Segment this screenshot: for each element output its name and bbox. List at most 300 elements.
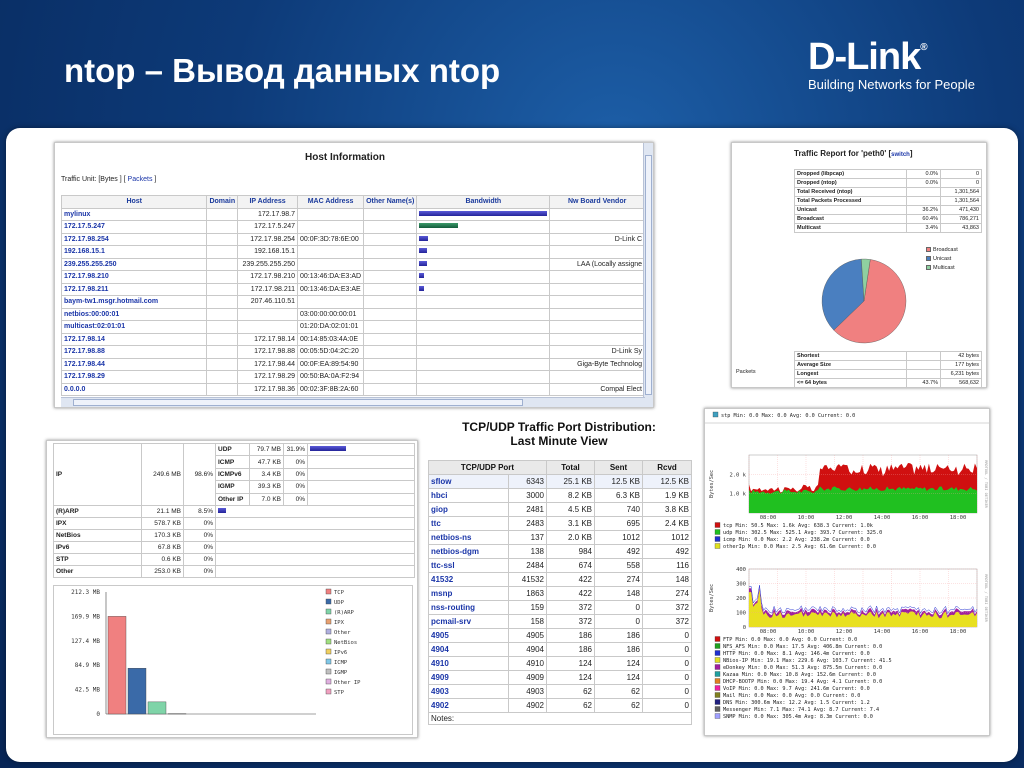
proto-bar xyxy=(218,508,226,513)
mac-cell xyxy=(298,221,364,234)
proto-value: 67.8 KB xyxy=(142,542,184,554)
table-row xyxy=(62,308,645,321)
other-name-cell xyxy=(364,308,417,321)
unit-bytes[interactable]: Bytes xyxy=(100,176,118,183)
legend-swatch xyxy=(326,589,331,594)
legend-label: ICMP xyxy=(334,660,348,666)
host-info-title: Host Information xyxy=(305,152,385,163)
proto-sub-value: 3.4 KB xyxy=(250,468,284,480)
y-tick-label: 0 xyxy=(96,711,100,718)
proto-bar-cell xyxy=(308,493,415,505)
notes-label: Notes: xyxy=(429,713,692,725)
stat-label: Longest xyxy=(795,370,907,379)
port-name-link[interactable]: 41532 xyxy=(429,573,509,587)
port-rcvd: 492 xyxy=(643,545,692,559)
port-sent: 0 xyxy=(595,615,643,629)
domain-cell xyxy=(207,208,238,221)
bandwidth-bar xyxy=(419,273,424,278)
stat-label: Multicast xyxy=(795,224,907,233)
table-row xyxy=(62,271,645,284)
proto-bar-cell xyxy=(308,456,415,468)
bandwidth-bar xyxy=(419,236,428,241)
mac-cell: 01:20:DA:02:01:01 xyxy=(298,321,364,334)
proto-label: IP xyxy=(54,444,142,506)
host-link[interactable]: 172.17.98.211 xyxy=(62,283,207,296)
port-number: 4909 xyxy=(509,671,547,685)
legend-label: Other IP xyxy=(334,680,361,686)
port-sent: 740 xyxy=(595,503,643,517)
table-row xyxy=(795,361,982,370)
host-link[interactable]: 172.17.98.210 xyxy=(62,271,207,284)
legend-swatch xyxy=(326,689,331,694)
port-name-link[interactable]: 4910 xyxy=(429,657,509,671)
x-tick-label: 16:00 xyxy=(911,515,929,521)
bandwidth-cell xyxy=(417,271,550,284)
port-number: 4905 xyxy=(509,629,547,643)
port-total: 8.2 KB xyxy=(547,489,595,503)
proto-sub-value: 79.7 MB xyxy=(250,444,284,456)
port-name-link[interactable]: netbios-dgm xyxy=(429,545,509,559)
x-tick-label: 12:00 xyxy=(835,629,853,635)
table-row xyxy=(429,601,692,615)
legend-item xyxy=(926,265,958,274)
y-tick-label: 2.0 k xyxy=(729,472,746,479)
traffic-pie-chart xyxy=(818,255,910,347)
table-row xyxy=(429,629,692,643)
y-tick-label: 169.9 MB xyxy=(71,613,100,621)
table-row xyxy=(54,506,415,518)
host-col-header[interactable]: Nw Board Vendor xyxy=(550,196,645,209)
domain-cell xyxy=(207,383,238,396)
horizontal-scrollbar[interactable] xyxy=(61,397,645,407)
port-name-link[interactable]: netbios-ns xyxy=(429,531,509,545)
port-rcvd: 0 xyxy=(643,671,692,685)
rrd-graphs xyxy=(705,409,990,736)
port-sent: 274 xyxy=(595,573,643,587)
port-number: 4903 xyxy=(509,685,547,699)
port-number: 2481 xyxy=(509,503,547,517)
domain-cell xyxy=(207,308,238,321)
vendor-cell xyxy=(550,296,645,309)
bandwidth-cell xyxy=(417,383,550,396)
proto-sub-label: ICMPv6 xyxy=(216,468,250,480)
table-row xyxy=(429,587,692,601)
host-col-header[interactable]: Domain xyxy=(207,196,238,209)
bandwidth-bar xyxy=(419,248,427,253)
port-number: 137 xyxy=(509,531,547,545)
protocol-bar-chart xyxy=(53,585,413,735)
table-row xyxy=(795,170,982,179)
other-name-cell xyxy=(364,246,417,259)
host-col-header[interactable]: MAC Address xyxy=(298,196,364,209)
rrd-legend-text: Messenger Min: 7.1 Max: 74.1 Avg: 8.7 Current: 7.4 xyxy=(723,707,880,713)
vendor-cell xyxy=(550,321,645,334)
port-number: 41532 xyxy=(509,573,547,587)
table-row xyxy=(62,258,645,271)
protocol-bar xyxy=(148,702,166,714)
bandwidth-cell xyxy=(417,208,550,221)
other-name-cell xyxy=(364,371,417,384)
bandwidth-cell xyxy=(417,333,550,346)
other-name-cell xyxy=(364,271,417,284)
logo-tagline: Building Networks for People xyxy=(808,77,975,92)
port-total: 62 xyxy=(547,699,595,713)
host-link[interactable]: netbios:00:00:01 xyxy=(62,308,207,321)
legend-swatch xyxy=(926,247,931,252)
port-col-header[interactable]: Total xyxy=(547,461,595,475)
table-row xyxy=(429,531,692,545)
rrdtool-credit: RRDTOOL / TOBI OETIKER xyxy=(984,460,988,508)
port-name-link[interactable]: hbci xyxy=(429,489,509,503)
stat-pct: 36.2% xyxy=(907,206,941,215)
proto-bar xyxy=(310,446,346,451)
table-row xyxy=(62,358,645,371)
stat-value: 43,863 xyxy=(941,224,982,233)
port-total: 25.1 KB xyxy=(547,475,595,489)
host-link[interactable]: 172.17.98.44 xyxy=(62,358,207,371)
traffic-report-title: Traffic Report for 'peth0' [switch] xyxy=(794,149,913,158)
bandwidth-cell xyxy=(417,358,550,371)
y-tick-label: 212.3 MB xyxy=(71,589,100,596)
host-col-header[interactable]: IP Address xyxy=(238,196,298,209)
legend-label: STP xyxy=(334,690,344,696)
proto-pct: 0% xyxy=(184,542,216,554)
table-row xyxy=(429,489,692,503)
ip-cell: 172.17.98.36 xyxy=(238,383,298,396)
proto-label: IPX xyxy=(54,518,142,530)
table-row xyxy=(62,371,645,384)
table-row xyxy=(429,699,692,713)
legend-item xyxy=(926,256,958,265)
stat-value: 6,231 bytes xyxy=(941,370,982,379)
port-name-link[interactable]: sflow xyxy=(429,475,509,489)
table-row xyxy=(429,573,692,587)
proto-sub-pct: 0% xyxy=(284,456,308,468)
port-total: 2.0 KB xyxy=(547,531,595,545)
bandwidth-cell xyxy=(417,221,550,234)
stat-pct: 0.0% xyxy=(907,170,941,179)
bandwidth-cell xyxy=(417,346,550,359)
table-row xyxy=(429,671,692,685)
port-number: 3000 xyxy=(509,489,547,503)
table-row xyxy=(62,383,645,396)
mac-cell xyxy=(298,258,364,271)
port-name-link[interactable]: pcmail-srv xyxy=(429,615,509,629)
vendor-cell xyxy=(550,246,645,259)
bandwidth-cell xyxy=(417,258,550,271)
unit-packets-link[interactable]: Packets xyxy=(127,176,153,183)
logo-text: D-Link xyxy=(808,36,921,78)
domain-cell xyxy=(207,333,238,346)
proto-value: 253.0 KB xyxy=(142,566,184,578)
host-link[interactable]: 192.168.15.1 xyxy=(62,246,207,259)
y-tick-label: 100 xyxy=(736,610,746,617)
legend-swatch xyxy=(926,265,931,270)
bandwidth-bar xyxy=(419,286,424,291)
port-name-link[interactable]: ttc xyxy=(429,517,509,531)
port-total: 62 xyxy=(547,685,595,699)
rrd-legend-text: HTTP Min: 0.0 Max: 8.1 Avg: 146.4m Current: 0.0 xyxy=(723,651,870,657)
port-sent: 1012 xyxy=(595,531,643,545)
proto-sub-pct: 0% xyxy=(284,468,308,480)
mac-cell xyxy=(298,296,364,309)
table-row xyxy=(795,215,982,224)
vertical-scrollbar[interactable] xyxy=(643,143,653,408)
port-name-link[interactable]: 4903 xyxy=(429,685,509,699)
stat-value: 0 xyxy=(941,179,982,188)
ip-cell: 172.17.98.210 xyxy=(238,271,298,284)
port-total: 372 xyxy=(547,601,595,615)
host-col-header[interactable]: Host xyxy=(62,196,207,209)
ip-cell: 239.255.255.250 xyxy=(238,258,298,271)
port-name-link[interactable]: 4902 xyxy=(429,699,509,713)
proto-bar-cell xyxy=(216,530,415,542)
domain-cell xyxy=(207,271,238,284)
port-name-link[interactable]: 4905 xyxy=(429,629,509,643)
table-row xyxy=(429,503,692,517)
other-name-cell xyxy=(364,383,417,396)
host-link[interactable]: 239.255.255.250 xyxy=(62,258,207,271)
port-rcvd: 148 xyxy=(643,573,692,587)
port-rcvd: 12.5 KB xyxy=(643,475,692,489)
host-link[interactable]: multicast:02:01:01 xyxy=(62,321,207,334)
proto-label: (R)ARP xyxy=(54,506,142,518)
mac-cell: 00:13:46:DA:E3:AD xyxy=(298,271,364,284)
port-sent: 6.3 KB xyxy=(595,489,643,503)
host-link[interactable]: 172.17.5.247 xyxy=(62,221,207,234)
host-link[interactable]: 172.17.98.14 xyxy=(62,333,207,346)
legend-swatch xyxy=(326,639,331,644)
host-link[interactable]: 172.17.98.29 xyxy=(62,371,207,384)
table-row xyxy=(62,296,645,309)
other-name-cell xyxy=(364,333,417,346)
ip-cell: 172.17.98.7 xyxy=(238,208,298,221)
port-name-link[interactable]: msnp xyxy=(429,587,509,601)
bandwidth-cell xyxy=(417,246,550,259)
host-information-panel xyxy=(54,142,654,408)
ip-cell: 172.17.98.14 xyxy=(238,333,298,346)
table-row xyxy=(54,444,415,456)
x-tick-label: 12:00 xyxy=(835,515,853,521)
table-row xyxy=(429,517,692,531)
table-row xyxy=(54,530,415,542)
protocol-table xyxy=(53,443,415,578)
port-total: 186 xyxy=(547,629,595,643)
vendor-cell: Compal Elect xyxy=(550,383,645,396)
rrd-legend-text: SNMP Min: 0.0 Max: 305.4m Avg: 8.3m Current: 0.0 xyxy=(723,714,873,720)
switch-link[interactable]: switch xyxy=(891,152,910,158)
table-row xyxy=(795,197,982,206)
table-row xyxy=(54,518,415,530)
table-row xyxy=(62,321,645,334)
rrd-legend-text: icmp Min: 0.0 Max: 2.2 Avg: 238.2m Current: 0.0 xyxy=(723,537,870,543)
port-total: 3.1 KB xyxy=(547,517,595,531)
proto-bar-cell xyxy=(308,444,415,456)
table-row xyxy=(429,643,692,657)
traffic-unit-selector: Traffic Unit: [Bytes ] [ Packets ] xyxy=(61,176,157,183)
stat-value: 42 bytes xyxy=(941,352,982,361)
stat-pct xyxy=(907,352,941,361)
port-total: 186 xyxy=(547,643,595,657)
table-row xyxy=(429,615,692,629)
host-table xyxy=(61,195,645,396)
domain-cell xyxy=(207,358,238,371)
domain-cell xyxy=(207,296,238,309)
rrd-graphs-panel xyxy=(704,408,990,736)
rrdtool-credit: RRDTOOL / TOBI OETIKER xyxy=(984,574,988,622)
rrd-legend-text: tcp Min: 50.5 Max: 1.6k Avg: 638.3 Current: 1.0k xyxy=(723,523,873,529)
x-tick-label: 10:00 xyxy=(797,629,815,635)
stat-pct xyxy=(907,197,941,206)
x-tick-label: 16:00 xyxy=(911,629,929,635)
ip-cell xyxy=(238,321,298,334)
port-total: 372 xyxy=(547,615,595,629)
bandwidth-cell xyxy=(417,321,550,334)
table-row xyxy=(429,559,692,573)
other-name-cell xyxy=(364,321,417,334)
host-col-header[interactable]: Bandwidth xyxy=(417,196,550,209)
proto-pct: 8.5% xyxy=(184,506,216,518)
port-rcvd: 372 xyxy=(643,615,692,629)
table-row xyxy=(795,224,982,233)
proto-bar-cell xyxy=(216,506,415,518)
host-link[interactable]: 172.17.98.88 xyxy=(62,346,207,359)
port-table xyxy=(428,460,692,725)
domain-cell xyxy=(207,233,238,246)
mac-cell: 00:02:3F:8B:2A:60 xyxy=(298,383,364,396)
x-tick-label: 10:00 xyxy=(797,515,815,521)
port-total: 124 xyxy=(547,657,595,671)
vendor-cell xyxy=(550,308,645,321)
stat-label: <= 64 bytes xyxy=(795,379,907,388)
ip-cell: 172.17.98.254 xyxy=(238,233,298,246)
stat-value: 568,632 xyxy=(941,379,982,388)
y-tick-label: 42.5 MB xyxy=(74,686,100,694)
table-row xyxy=(62,233,645,246)
vendor-cell: D-Link Sy xyxy=(550,346,645,359)
legend-swatch xyxy=(715,672,720,677)
ip-cell: 172.17.98.211 xyxy=(238,283,298,296)
domain-cell xyxy=(207,283,238,296)
port-col-header[interactable]: Sent xyxy=(595,461,643,475)
y-tick-label: 400 xyxy=(736,567,746,573)
host-link[interactable]: 172.17.98.254 xyxy=(62,233,207,246)
mac-cell: 00:13:46:DA:E3:AE xyxy=(298,283,364,296)
table-row xyxy=(795,379,982,388)
port-sent: 62 xyxy=(595,685,643,699)
legend-label: (R)ARP xyxy=(334,610,354,616)
legend-swatch xyxy=(715,523,720,528)
port-number: 2483 xyxy=(509,517,547,531)
proto-sub-label: UDP xyxy=(216,444,250,456)
protocol-bar xyxy=(108,616,126,714)
host-col-header[interactable]: Other Name(s) xyxy=(364,196,417,209)
y-tick-label: 200 xyxy=(736,596,746,602)
port-rcvd: 0 xyxy=(643,699,692,713)
bandwidth-cell xyxy=(417,233,550,246)
proto-pct: 0% xyxy=(184,530,216,542)
table-row xyxy=(62,333,645,346)
pie-legend xyxy=(926,247,958,274)
x-tick-label: 08:00 xyxy=(759,515,777,521)
proto-sub-label: Other IP xyxy=(216,493,250,505)
port-name-link[interactable]: ttc-ssl xyxy=(429,559,509,573)
port-rcvd: 1.9 KB xyxy=(643,489,692,503)
legend-swatch xyxy=(715,686,720,691)
proto-bar-cell xyxy=(216,518,415,530)
rrd-legend-text: udp Min: 302.5 Max: 525.1 Avg: 393.7 Current: 325.0 xyxy=(723,530,883,536)
stat-pct: 0.0% xyxy=(907,179,941,188)
proto-pct: 0% xyxy=(184,518,216,530)
legend-swatch xyxy=(326,609,331,614)
legend-swatch xyxy=(715,707,720,712)
other-name-cell xyxy=(364,208,417,221)
port-number: 159 xyxy=(509,601,547,615)
mac-cell: 00:0F:3D:78:6E:00 xyxy=(298,233,364,246)
vendor-cell xyxy=(550,371,645,384)
port-col-header[interactable]: TCP/UDP Port xyxy=(429,461,547,475)
bandwidth-cell xyxy=(417,371,550,384)
legend-swatch xyxy=(715,637,720,642)
port-total: 674 xyxy=(547,559,595,573)
stat-label: Total Received (ntop) xyxy=(795,188,907,197)
stat-label: Average Size xyxy=(795,361,907,370)
port-sent: 186 xyxy=(595,643,643,657)
port-col-header[interactable]: Rcvd xyxy=(643,461,692,475)
legend-swatch xyxy=(326,679,331,684)
table-row xyxy=(429,545,692,559)
port-sent: 558 xyxy=(595,559,643,573)
proto-value: 249.6 MB xyxy=(142,444,184,506)
port-sent: 695 xyxy=(595,517,643,531)
port-rcvd: 1012 xyxy=(643,531,692,545)
rrd-legend-text: NBios-IP Min: 19.1 Max: 229.6 Avg: 103.7 Current: 41.5 xyxy=(723,658,892,664)
domain-cell xyxy=(207,321,238,334)
x-tick-label: 18:00 xyxy=(949,629,967,635)
stat-value: 177 bytes xyxy=(941,361,982,370)
other-name-cell xyxy=(364,346,417,359)
y-tick-label: 1.0 k xyxy=(729,491,746,498)
legend-swatch xyxy=(326,669,331,674)
legend-swatch xyxy=(926,256,931,261)
port-rcvd: 3.8 KB xyxy=(643,503,692,517)
port-name-link[interactable]: giop xyxy=(429,503,509,517)
port-total: 4.5 KB xyxy=(547,503,595,517)
host-link[interactable]: mylinux xyxy=(62,208,207,221)
table-row xyxy=(54,554,415,566)
stat-value: 1,301,564 xyxy=(941,197,982,206)
host-link[interactable]: baym-tw1.msgr.hotmail.com xyxy=(62,296,207,309)
traffic-report-panel xyxy=(731,142,987,388)
rrd-legend-text: Kazaa Min: 0.0 Max: 10.8 Avg: 152.6m Current: 0.0 xyxy=(723,672,877,678)
port-name-link[interactable]: 4904 xyxy=(429,643,509,657)
mac-cell: 00:14:85:03:4A:0E xyxy=(298,333,364,346)
proto-sub-pct: 31.9% xyxy=(284,444,308,456)
port-rcvd: 0 xyxy=(643,685,692,699)
other-name-cell xyxy=(364,283,417,296)
table-row xyxy=(795,188,982,197)
legend-swatch xyxy=(715,679,720,684)
legend-swatch xyxy=(715,537,720,542)
ip-cell: 207.46.110.51 xyxy=(238,296,298,309)
proto-pct: 98.6% xyxy=(184,444,216,506)
host-link[interactable]: 0.0.0.0 xyxy=(62,383,207,396)
proto-sub-value: 7.0 KB xyxy=(250,493,284,505)
proto-label: STP xyxy=(54,554,142,566)
port-name-link[interactable]: nss-routing xyxy=(429,601,509,615)
port-name-link[interactable]: 4909 xyxy=(429,671,509,685)
x-tick-label: 18:00 xyxy=(949,515,967,521)
